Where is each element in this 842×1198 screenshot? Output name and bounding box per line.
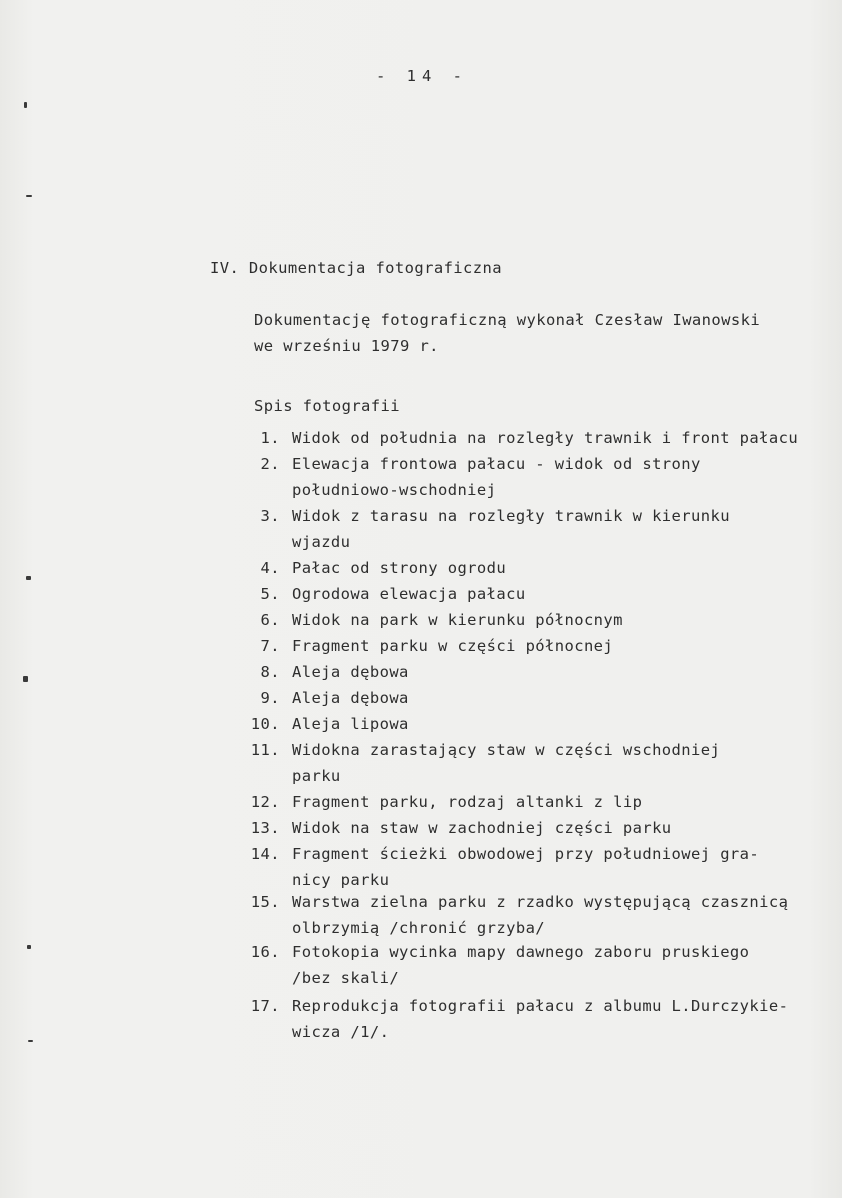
list-item-number: 15. <box>250 893 280 911</box>
margin-mark <box>24 102 27 108</box>
list-item-text: Fotokopia wycinka mapy dawnego zaboru pruskiego <box>292 943 750 961</box>
list-item-text: Aleja dębowa <box>292 663 409 681</box>
list-item-text: Fragment ścieżki obwodowej przy południowej gra- <box>292 845 760 863</box>
margin-mark <box>26 576 31 580</box>
list-item-text: wicza /1/. <box>292 1023 390 1041</box>
list-item-number: 10. <box>250 715 280 733</box>
list-item-text: olbrzymią /chronić grzyba/ <box>292 919 546 937</box>
list-item-text: Aleja lipowa <box>292 715 409 733</box>
margin-mark <box>28 1040 33 1042</box>
list-item-text: Widokna zarastający staw w części wschodniej <box>292 741 721 759</box>
list-item-text: Elewacja frontowa pałacu - widok od strony <box>292 455 701 473</box>
list-item-text: Pałac od strony ogrodu <box>292 559 507 577</box>
list-item-text: Fragment parku, rodzaj altanki z lip <box>292 793 643 811</box>
list-item-text: Widok na park w kierunku północnym <box>292 611 623 629</box>
list-item-text: wjazdu <box>292 533 351 551</box>
list-item-number: 9. <box>260 689 280 707</box>
list-item-text: Widok od południa na rozległy trawnik i front pałacu <box>292 429 799 447</box>
list-item-number: 6. <box>260 611 280 629</box>
list-item-text: Widok na staw w zachodniej części parku <box>292 819 672 837</box>
list-item-number: 3. <box>260 507 280 525</box>
list-item-text: Widok z tarasu na rozległy trawnik w kierunku <box>292 507 730 525</box>
list-item-text: Ogrodowa elewacja pałacu <box>292 585 526 603</box>
list-item-text: południowo-wschodniej <box>292 481 497 499</box>
list-item-text: Fragment parku w części północnej <box>292 637 614 655</box>
list-item-text: nicy parku <box>292 871 390 889</box>
list-item-number: 2. <box>260 455 280 473</box>
page-number: - 14 - <box>376 67 468 85</box>
margin-mark <box>23 676 28 682</box>
intro-line-2: we wrześniu 1979 r. <box>254 337 439 355</box>
list-item-number: 17. <box>250 997 280 1015</box>
margin-mark <box>27 945 31 949</box>
list-item-text: Warstwa zielna parku z rzadko występującą czasznicą <box>292 893 789 911</box>
list-item-number: 14. <box>250 845 280 863</box>
list-title: Spis fotografii <box>254 397 400 415</box>
list-item-text: Aleja dębowa <box>292 689 409 707</box>
margin-mark <box>26 195 32 197</box>
list-item-number: 13. <box>250 819 280 837</box>
list-item-text: parku <box>292 767 341 785</box>
intro-line-1: Dokumentację fotograficzną wykonał Czesław Iwanowski <box>254 311 761 329</box>
list-item-number: 7. <box>260 637 280 655</box>
section-heading: IV. Dokumentacja fotograficzna <box>210 259 502 277</box>
list-item-number: 5. <box>260 585 280 603</box>
list-item-number: 8. <box>260 663 280 681</box>
list-item-text: /bez skali/ <box>292 969 400 987</box>
list-item-number: 1. <box>260 429 280 447</box>
list-item-number: 12. <box>250 793 280 811</box>
list-item-text: Reprodukcja fotografii pałacu z albumu L.Durczykie- <box>292 997 789 1015</box>
list-item-number: 4. <box>260 559 280 577</box>
list-item-number: 16. <box>250 943 280 961</box>
list-item-number: 11. <box>250 741 280 759</box>
